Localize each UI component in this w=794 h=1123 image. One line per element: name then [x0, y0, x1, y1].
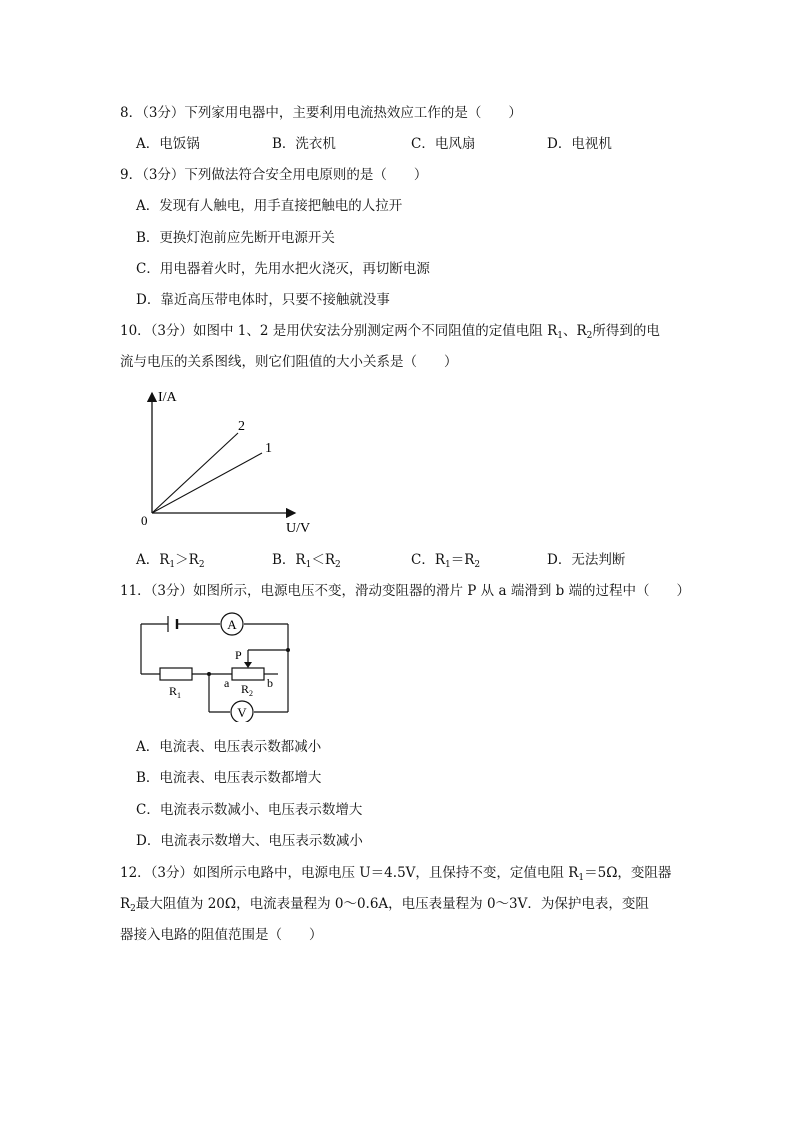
q8-option-c: C．电风扇	[411, 136, 476, 152]
rheostat-r2-icon	[232, 668, 264, 680]
q12-line2-a: R	[120, 896, 131, 912]
q12-line1	[120, 864, 671, 887]
q9-stem: 9．（3分）下列做法符合安全用电原则的是（ ）	[120, 167, 428, 183]
junction-dot	[286, 648, 290, 652]
q12-line1-sub: 1	[578, 873, 585, 883]
q10-b-pre: B．R	[272, 552, 306, 568]
q10-option-b	[272, 551, 341, 574]
q10-origin-label: 0	[141, 513, 148, 528]
q10-line-2-label: 2	[238, 419, 245, 434]
q11-circuit	[134, 612, 314, 722]
resistor-r1-icon	[160, 668, 192, 680]
q10-stem-sub1: 1	[557, 331, 563, 341]
q10-stem-line2: 流与电压的关系图线，则它们阻值的大小关系是（ ）	[120, 354, 458, 370]
q12-line1-b: ＝5Ω，变阻器	[584, 865, 672, 881]
q10-option-c	[411, 551, 480, 574]
q12-line3: 器接入电路的阻值范围是（ ）	[120, 927, 323, 943]
q9-option-b: B．更换灯泡前应先断开电源开关	[136, 230, 335, 246]
q10-stem-text-a: 10．（3分）如图中 1、2 是用伏安法分别测定两个不同阻值的定值电阻 R	[120, 323, 558, 339]
q10-x-axis-label: U/V	[286, 521, 311, 536]
terminal-b-label: b	[267, 676, 273, 690]
q11-option-a: A．电流表、电压表示数都减小	[136, 739, 322, 755]
q10-option-a	[136, 551, 205, 574]
voltmeter-label: V	[237, 705, 247, 720]
ammeter-label: A	[227, 617, 237, 632]
q10-b-mid: ＜R	[311, 552, 335, 568]
q12-line2-b: 最大阻值为 20Ω，电流表量程为 0～0.6A，电压表量程为 0～3V．为保护电表，变阻	[135, 896, 649, 912]
junction-dot	[207, 672, 211, 676]
q10-y-axis-label: I/A	[158, 390, 177, 405]
q12-line2-sub: 2	[130, 904, 136, 914]
q8-option-b: B．洗衣机	[272, 136, 336, 152]
q12-line2	[120, 895, 649, 918]
q10-graph	[130, 383, 330, 543]
r2-label: $R_2$	[241, 682, 254, 698]
q11-stem: 11．（3分）如图所示，电源电压不变，滑动变阻器的滑片 P 从 a 端滑到 b 端的过程中（ ）	[120, 583, 691, 599]
slider-arrow-icon	[244, 662, 252, 668]
q10-c-sub2: 2	[474, 560, 481, 570]
slider-p-label: P	[235, 648, 242, 662]
q9-option-a: A．发现有人触电，用手直接把触电的人拉开	[136, 198, 403, 214]
q10-c-sub1: 1	[445, 560, 451, 570]
q10-line-1-label: 1	[265, 441, 272, 456]
q10-option-d: D．无法判断	[547, 552, 626, 568]
q10-a-sub1: 1	[169, 560, 176, 570]
r1-label: $R_1$	[169, 684, 182, 700]
q10-b-sub2: 2	[335, 560, 341, 570]
q11-option-c: C．电流表示数减小、电压表示数增大	[136, 802, 363, 818]
q9-option-c: C．用电器着火时，先用水把火浇灭，再切断电源	[136, 261, 430, 277]
q10-c-pre: C．R	[411, 552, 445, 568]
q10-stem-text-c: 所得到的电	[592, 323, 660, 339]
q10-a-sub2: 2	[198, 560, 205, 570]
q10-b-sub1: 1	[305, 560, 312, 570]
q11-option-d: D．电流表示数增大、电压表示数减小	[136, 833, 363, 849]
q10-a-pre: A．R	[136, 552, 170, 568]
q8-option-d: D．电视机	[547, 136, 612, 152]
q8-option-a: A．电饭锅	[136, 136, 200, 152]
q10-stem-sub2: 2	[586, 331, 593, 341]
q10-c-mid: ＝R	[450, 552, 475, 568]
q9-option-d: D．靠近高压带电体时，只要不接触就没事	[136, 292, 390, 308]
q10-stem-text-b: 、R	[562, 323, 587, 339]
terminal-a-label: a	[224, 676, 230, 690]
q8-stem: 8．（3分）下列家用电器中，主要利用电流热效应工作的是（ ）	[120, 105, 522, 121]
q10-a-mid: ＞R	[175, 552, 199, 568]
q10-stem-line1	[120, 322, 660, 345]
q11-option-b: B．电流表、电压表示数都增大	[136, 770, 322, 786]
q12-line1-a: 12．（3分）如图所示电路中，电源电压 U＝4.5V，且保持不变，定值电阻 R	[120, 865, 579, 881]
